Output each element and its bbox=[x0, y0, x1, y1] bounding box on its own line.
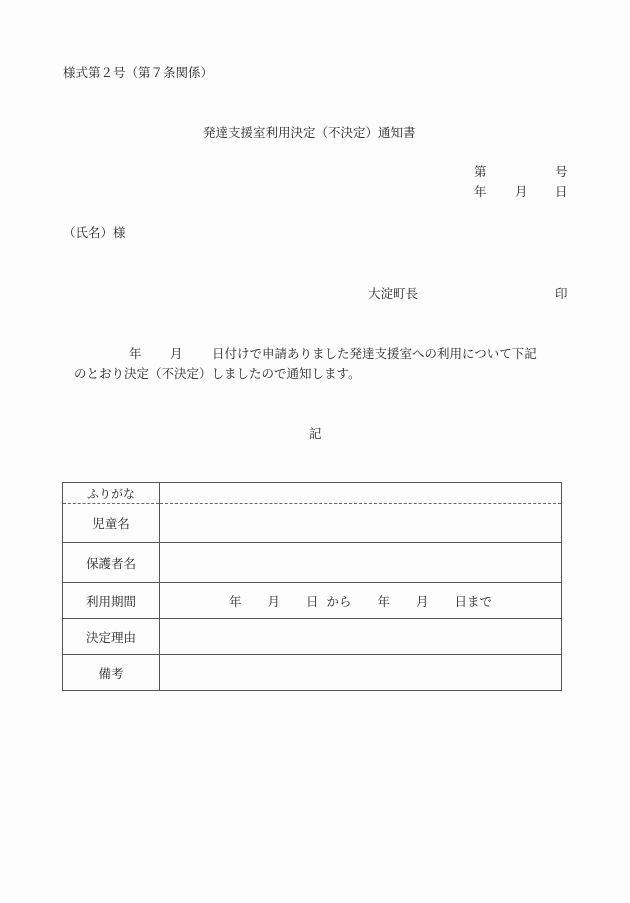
label-period: 利用期間 bbox=[63, 583, 160, 619]
period-end-month: 月 bbox=[416, 593, 429, 609]
field-remarks[interactable] bbox=[160, 655, 562, 691]
form-number: 様式第２号（第７条関係） bbox=[63, 65, 214, 80]
record-table bbox=[62, 482, 562, 691]
addressee: （氏名）様 bbox=[63, 225, 126, 240]
label-remarks: 備考 bbox=[63, 655, 160, 691]
field-child-name[interactable] bbox=[160, 504, 562, 543]
period-start-day: 日 bbox=[305, 593, 319, 609]
row-period bbox=[63, 583, 562, 619]
period-from: から bbox=[326, 593, 352, 609]
document-title: 発達支援室利用決定（不決定）通知書 bbox=[203, 125, 416, 140]
doc-number-prefix: 第 bbox=[474, 164, 487, 179]
label-guardian-name: 保護者名 bbox=[63, 543, 160, 583]
period-start-year: 年 bbox=[228, 593, 242, 609]
doc-number-suffix: 号 bbox=[555, 164, 568, 179]
label-furigana: ふりがな bbox=[63, 483, 160, 504]
ki-heading: 記 bbox=[309, 426, 322, 441]
body-year: 年 bbox=[129, 346, 142, 361]
issuer-name: 大淀町長 bbox=[368, 286, 419, 301]
body-line2: のとおり決定（不決定）しましたので通知します。 bbox=[74, 366, 361, 381]
date-month: 月 bbox=[515, 184, 528, 199]
row-remarks bbox=[63, 655, 562, 691]
date-year: 年 bbox=[474, 184, 487, 199]
row-guardian-name bbox=[63, 543, 562, 583]
period-start-month: 月 bbox=[267, 593, 280, 609]
row-child-name bbox=[63, 504, 562, 543]
field-guardian-name[interactable] bbox=[160, 543, 562, 583]
period-end-year: 年 bbox=[377, 593, 391, 609]
label-reason: 決定理由 bbox=[63, 619, 160, 655]
field-reason[interactable] bbox=[160, 619, 562, 655]
body-month: 月 bbox=[170, 346, 183, 361]
body-line1: 日付けで申請ありました発達支援室への利用について下記 bbox=[212, 346, 537, 361]
seal-mark: 印 bbox=[555, 286, 568, 301]
label-child-name: 児童名 bbox=[63, 504, 160, 543]
field-period[interactable] bbox=[160, 583, 562, 619]
field-furigana[interactable] bbox=[160, 483, 562, 504]
date-day: 日 bbox=[555, 184, 568, 199]
row-reason bbox=[63, 619, 562, 655]
period-end-day: 日まで bbox=[454, 593, 493, 609]
row-furigana bbox=[63, 483, 562, 504]
